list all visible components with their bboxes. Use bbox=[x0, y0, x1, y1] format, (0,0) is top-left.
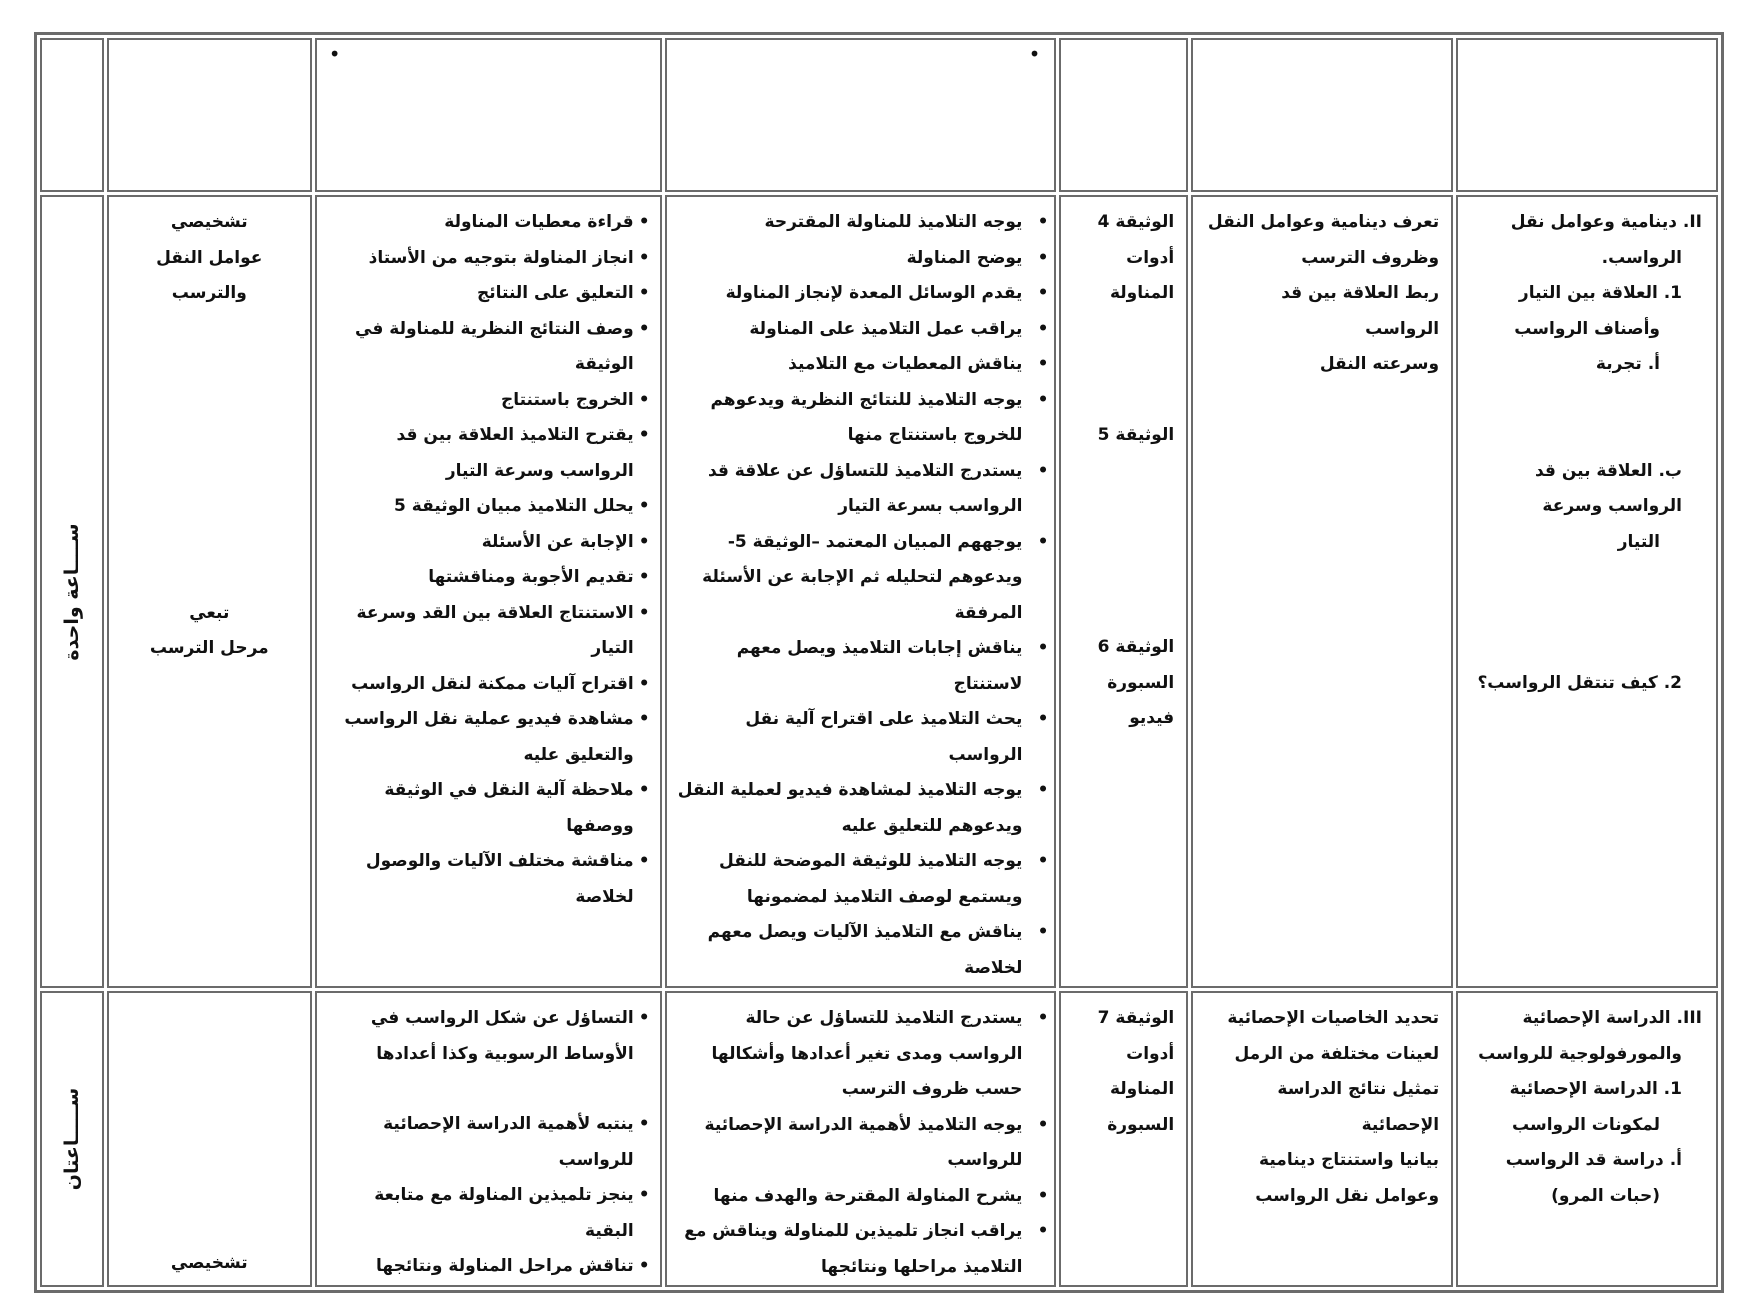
list-item: • يوجه التلاميذ لمشاهدة فيديو لعملية النقل ويدعوهم للتعليق عليه bbox=[677, 773, 1049, 844]
lesson-table bbox=[34, 32, 1724, 1293]
list-item: • يوجه التلاميذ لأهمية الدراسة الإحصائية للرواسب bbox=[677, 1108, 1049, 1179]
blank-line bbox=[325, 1072, 650, 1107]
supports-cell bbox=[1059, 195, 1188, 988]
content-line: لمكونات الرواسب bbox=[1512, 1114, 1660, 1135]
objective-line: وسرعته النقل bbox=[1319, 354, 1440, 374]
list-item: • يراقب انجاز تلميذين للمناولة ويناقش مع التلاميذ مراحلها ونتائجها bbox=[677, 1214, 1049, 1285]
list-item: • يوجه التلاميذ للمناولة المقترحة bbox=[677, 205, 1049, 241]
list-item: • ينتبه لأهمية الدراسة الإحصائية للرواسب bbox=[325, 1107, 650, 1178]
bullet: • bbox=[328, 42, 341, 66]
list-item: • الإجابة عن الأسئلة bbox=[325, 525, 650, 561]
content-line: والمورفولوجية للرواسب bbox=[1478, 1043, 1682, 1064]
list-item: • اقتراح آليات ممكنة لنقل الرواسب bbox=[325, 667, 650, 703]
objective-line: لعينات مختلفة من الرمل bbox=[1234, 1043, 1440, 1064]
evaluation-cell bbox=[107, 38, 312, 192]
list-item: • يقترح التلاميذ العلاقة بين قد الرواسب وسرعة التيار bbox=[325, 418, 650, 489]
content-line: (حبات المرو) bbox=[1551, 1185, 1660, 1206]
content-cell bbox=[1456, 991, 1718, 1287]
list-item: • يقدم الوسائل المعدة لإنجاز المناولة bbox=[677, 276, 1049, 312]
learner-activity-cell bbox=[315, 195, 662, 988]
list-item: • التعليق على النتائج bbox=[325, 276, 650, 312]
content-line: وأصناف الرواسب bbox=[1514, 318, 1660, 339]
duration-cell bbox=[40, 195, 104, 988]
content-line: الرواسب وسرعة bbox=[1542, 496, 1682, 516]
list-item: • تناقش مراحل المناولة ونتائجها bbox=[325, 1249, 650, 1285]
list-item: • مناقشة مختلف الآليات والوصول لخلاصة bbox=[325, 844, 650, 915]
duration-cell bbox=[40, 38, 104, 192]
learner-activity-list bbox=[325, 1001, 650, 1285]
bullet: • bbox=[1028, 42, 1041, 66]
list-item: • تقديم الأجوبة ومناقشتها bbox=[325, 560, 650, 596]
content-line: 2. كيف تنتقل الرواسب؟ bbox=[1477, 673, 1682, 693]
teacher-activity-list bbox=[677, 205, 1049, 986]
list-item: • يوجه التلاميذ للنتائج النظرية ويدعوهم للخروج باستنتاج منها bbox=[677, 383, 1049, 454]
evaluation-target: عوامل النقل والترسب bbox=[156, 247, 263, 303]
list-item: • يستدرج التلاميذ للتساؤل عن حالة الرواسب ومدى تغير أعدادها وأشكالها حسب ظروف الترسب bbox=[677, 1001, 1049, 1108]
duration-label: ســــاعة واحدة bbox=[60, 522, 83, 661]
support-line: المناولة bbox=[1109, 283, 1175, 303]
content-line: 1. العلاقة بين التيار bbox=[1518, 283, 1682, 303]
list-item: • يوجه التلاميذ للوثيقة الموضحة للنقل ويستمع لوصف التلاميذ لمضمونها bbox=[677, 844, 1049, 915]
support-line: أدوات bbox=[1126, 1043, 1175, 1064]
objectives-cell bbox=[1191, 38, 1453, 192]
content-line: ب. العلاقة بين قد bbox=[1534, 460, 1682, 481]
list-item: • وصف النتائج النظرية للمناولة في الوثيقة bbox=[325, 312, 650, 383]
content-line: أ. دراسة قد الرواسب bbox=[1505, 1150, 1682, 1170]
support-line: السبورة bbox=[1107, 1114, 1175, 1135]
list-item: • انجاز المناولة بتوجيه من الأستاذ bbox=[325, 241, 650, 277]
learner-activity-cell bbox=[315, 991, 662, 1287]
duration-label: ســـــاعتان bbox=[60, 1087, 83, 1191]
list-item: • يحث التلاميذ على اقتراح آلية نقل الرواسب bbox=[677, 702, 1049, 773]
objective-line: تعرف دينامية وعوامل النقل bbox=[1207, 212, 1440, 232]
content-line: II. دينامية وعوامل نقل bbox=[1510, 212, 1702, 232]
content-cell bbox=[1456, 38, 1718, 192]
list-item: • ينجز تلميذين المناولة مع متابعة البقية bbox=[325, 1178, 650, 1249]
list-item: • يناقش المعطيات مع التلاميذ bbox=[677, 347, 1049, 383]
evaluation-type: تشخيصي bbox=[170, 1252, 248, 1273]
list-item: • يحلل التلاميذ مبيان الوثيقة 5 bbox=[325, 489, 650, 525]
list-item: • يوجههم المبيان المعتمد –الوثيقة 5- ويدعوهم لتحليله ثم الإجابة عن الأسئلة المرفقة bbox=[677, 525, 1049, 632]
learner-activity-cell bbox=[315, 38, 662, 192]
teacher-activity-cell bbox=[665, 991, 1057, 1287]
evaluation-type: تشخيصي bbox=[170, 212, 248, 232]
evaluation-cell bbox=[107, 195, 312, 988]
content-line: 1. الدراسة الإحصائية bbox=[1509, 1079, 1682, 1099]
list-item: • يشرح المناولة المقترحة والهدف منها bbox=[677, 1179, 1049, 1215]
objective-line: وظروف الترسب bbox=[1301, 247, 1440, 268]
evaluation-cell bbox=[107, 991, 312, 1287]
objectives-cell bbox=[1191, 195, 1453, 988]
support-line: الوثيقة 7 bbox=[1097, 1008, 1175, 1028]
supports-cell bbox=[1059, 991, 1188, 1287]
teacher-activity-cell bbox=[665, 38, 1057, 192]
objective-line: وعوامل نقل الرواسب bbox=[1255, 1185, 1440, 1206]
table-row bbox=[40, 195, 1718, 988]
support-line: الوثيقة 6 bbox=[1097, 637, 1175, 657]
support-line: أدوات bbox=[1126, 247, 1175, 268]
teacher-activity-cell bbox=[665, 195, 1057, 988]
teacher-activity-list bbox=[677, 1001, 1049, 1285]
evaluation-type: تبعي bbox=[189, 602, 230, 623]
support-line: المناولة bbox=[1109, 1079, 1175, 1099]
support-line: الوثيقة 5 bbox=[1097, 424, 1175, 445]
list-item: • الخروج باستنتاج bbox=[325, 383, 650, 419]
list-item: • يستدرج التلاميذ للتساؤل عن علاقة قد الرواسب بسرعة التيار bbox=[677, 454, 1049, 525]
evaluation-target: مرحل الترسب bbox=[149, 638, 269, 658]
support-line: السبورة bbox=[1107, 672, 1175, 693]
learner-activity-list bbox=[325, 205, 650, 915]
objective-line: تمثيل نتائج الدراسة الإحصائية bbox=[1277, 1079, 1440, 1135]
list-item: • يوضح المناولة bbox=[677, 241, 1049, 277]
table-row bbox=[40, 38, 1718, 192]
objectives-cell bbox=[1191, 991, 1453, 1287]
objective-line: ربط العلاقة بين قد الرواسب bbox=[1281, 283, 1440, 339]
content-line: أ. تجربة bbox=[1595, 354, 1660, 374]
list-item: • يراقب عمل التلاميذ على المناولة bbox=[677, 312, 1049, 348]
content-line: التيار bbox=[1617, 531, 1660, 552]
list-item: • قراءة معطيات المناولة bbox=[325, 205, 650, 241]
list-item: • التساؤل عن شكل الرواسب في الأوساط الرسوبية وكذا أعدادها bbox=[325, 1001, 650, 1072]
content-line: الرواسب. bbox=[1601, 247, 1682, 268]
objective-line: تحديد الخاصيات الإحصائية bbox=[1227, 1008, 1440, 1028]
table-row bbox=[40, 991, 1718, 1287]
supports-cell bbox=[1059, 38, 1188, 192]
list-item: • يناقش إجابات التلاميذ ويصل معهم لاستنتاج bbox=[677, 631, 1049, 702]
content-line: III. الدراسة الإحصائية bbox=[1522, 1008, 1702, 1028]
list-item: • يناقش مع التلاميذ الآليات ويصل معهم لخلاصة bbox=[677, 915, 1049, 986]
content-cell bbox=[1456, 195, 1718, 988]
support-line: الوثيقة 4 bbox=[1097, 212, 1175, 232]
objective-line: بيانيا واستنتاج دينامية bbox=[1259, 1150, 1440, 1170]
list-item: • مشاهدة فيديو عملية نقل الرواسب والتعليق عليه bbox=[325, 702, 650, 773]
support-line: فيديو bbox=[1129, 708, 1175, 728]
list-item: • الاستنتاج العلاقة بين القد وسرعة التيار bbox=[325, 596, 650, 667]
duration-cell bbox=[40, 991, 104, 1287]
list-item: • ملاحظة آلية النقل في الوثيقة ووصفها bbox=[325, 773, 650, 844]
